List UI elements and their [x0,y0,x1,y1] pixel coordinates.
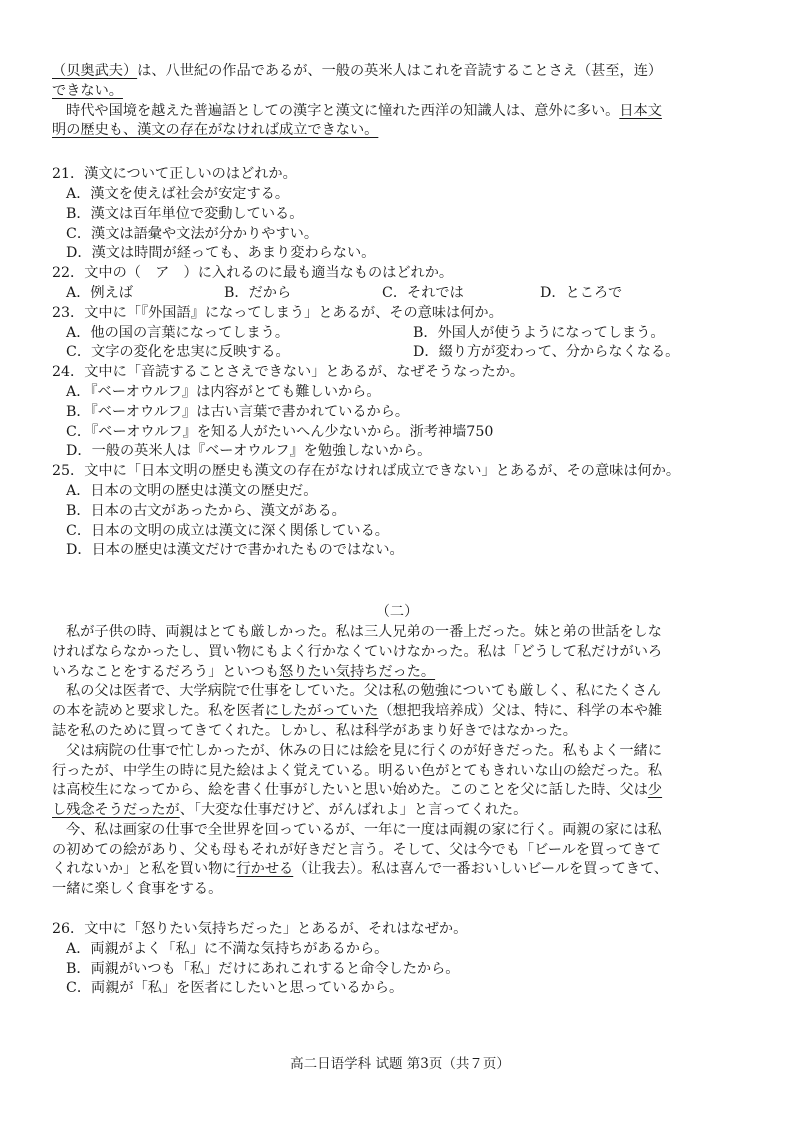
option-d[interactable]: D．綴り方が変わって、分からなくなる。 [413,344,680,361]
option-b[interactable]: B．両親がいつも「私」だけにあれこれすると命令したから。 [66,960,460,977]
passage-line: 誌を私のために買ってきてくれた。しかし、私は科学があまり好きではなかった。 [52,722,577,739]
option-b[interactable]: B．漢文は百年単位で変動している。 [66,205,304,222]
section-title: （二） [375,604,419,621]
question-24 [52,363,768,462]
options-row [52,343,768,363]
passage-text: くれないか」と私を買い物に [52,861,237,878]
option-a[interactable]: A．他の国の言葉になってしまう。 [66,324,290,341]
option-c[interactable]: C．日本の文明の成立は漢文に深く関係している。 [66,522,389,539]
option-b[interactable]: B．外国人が使うようになってしまう。 [413,324,665,341]
options-row [52,284,768,304]
passage-line: 私の父は医者で、大学病院で仕事をしていた。父は私の勉強についても厳しく、私にたくさん [66,683,662,700]
passage-text: いろなことをするだろう」といつも [52,663,280,680]
question-stem: 23．文中に「『外国語』になってしまう」とあるが、その意味は何か。 [52,304,503,321]
option-b[interactable]: B．日本の古文があったから、漢文がある。 [66,502,346,519]
question-group-1 [52,165,768,561]
passage-line: の初めての絵があり、父も母もそれが好きだと言う。そして、父は今でも「ビールを買ってきて [52,841,661,858]
passage-text: は高校生になってから、絵を書く仕事がしたいと思い始めた。このことを父に話した時、父は [52,782,648,799]
question-stem: 25．文中に「日本文明の歴史も漢文の存在がなければ成立できない」とあるが、その意味は何か。 [52,463,681,480]
passage-line: 行ったが、中学生の時に見た絵はよく覚えている。明るい色がとてもきれいな山の絵だった。私 [52,762,663,779]
option-b[interactable]: B．だから [224,284,292,301]
passage-line [52,663,768,683]
passage-line: 今、私は画家の仕事で全世界を回っているが、一年に一度は両親の家に行く。両親の家には私 [66,821,662,838]
question-22 [52,264,768,304]
passage-line [52,801,768,821]
option-d[interactable]: D．漢文は時間が経っても、あまり変わらない。 [66,245,376,262]
underlined-text: 行かせる [236,861,294,878]
passage-1 [52,62,768,141]
passage-line: 一緒に楽しく食事をする。 [52,881,223,898]
passage-line [52,860,768,880]
option-c[interactable]: C．両親が「私」を医者にしたいと思っているから。 [66,980,404,997]
exam-page [52,62,768,999]
passage-text: （让我去）。私は喜んで一番おいしいビールを買ってきて、 [293,861,669,878]
option-d[interactable]: D．ところで [540,284,623,301]
option-c[interactable]: C．それでは [382,284,464,301]
option-a[interactable]: A．漢文を使えば社会が安定する。 [66,185,290,202]
question-26 [52,920,768,999]
option-d[interactable]: D．一般の英米人は『ベーオウルフ』を勉強しないから。 [66,443,432,460]
option-c[interactable]: C．『ベーオウルフ』を知る人がたいへん少ないから。浙考神墙750 [66,423,494,440]
passage-line [52,62,768,82]
underlined-text: し残念そうだったが [52,802,180,819]
question-stem: 22．文中の（ ア ）に入れるのに最も適当なものはどれか。 [52,265,454,282]
passage-text: （想把我培养成）父は、特に、科学の本や雑 [378,703,663,720]
option-b[interactable]: B．『ベーオウルフ』は古い言葉で書かれているから。 [66,403,410,420]
underlined-text: にしたがっていた [264,703,379,720]
passage-text: の本を読めと要求した。私を医者 [52,703,265,720]
underlined-text: 少 [647,782,663,799]
options-row [52,324,768,344]
question-23 [52,304,768,363]
passage-text: 時代や国境を越えた普遍語としての漢字と漢文に憧れた西洋の知識人は、意外に多い。 [66,102,620,119]
question-stem: 26．文中に「怒りたい気持ちだった」とあるが、それはなぜか。 [52,921,468,938]
underlined-text: 明の歴史も、漢文の存在がなければ成立できない。 [52,122,379,139]
underlined-text: 怒りたい気持ちだった。 [279,663,436,680]
option-a[interactable]: A．『ベーオウルフ』は内容がとても難しいから。 [66,383,381,400]
option-c[interactable]: C．漢文は語彙や文法が分かりやすい。 [66,225,319,242]
question-stem: 24．文中に「音読することさえできない」とあるが、なぜそうなったか。 [52,364,525,381]
passage-line [52,82,768,102]
passage-line [52,781,768,801]
passage-line [52,102,768,122]
passage-line: ければならなかったし、買い物にもよく行かなくていけなかった。私は「どうして私だけがいろ [52,643,663,660]
passage-line: 父は病院の仕事で忙しかったが、休みの日には絵を見に行くのが好きだった。私もよく一緒に [66,742,662,759]
underlined-text: できない。 [52,82,123,99]
passage-line [52,121,768,141]
page-footer: 高二日语学科 试题 第3页（共７页） [290,1056,510,1072]
passage-text: は、八世紀の作品であるが、一般の英米人はこれを音読することさえ（甚至，连） [137,63,663,79]
option-a[interactable]: A．両親がよく「私」に不満な気持ちがあるから。 [66,940,389,957]
option-a[interactable]: A．例えば [66,284,133,301]
passage-line: 私が子供の時、両親はとても厳しかった。私は三人兄弟の一番上だった。妹と弟の世話をしな [66,623,662,640]
option-a[interactable]: A．日本の文明の歴史は漢文の歴史だ。 [66,482,318,499]
question-21 [52,165,768,264]
option-c[interactable]: C．文字の変化を忠実に反映する。 [66,344,290,361]
passage-2 [52,623,768,900]
passage-line [52,702,768,722]
question-25 [52,462,768,561]
underlined-text: 日本文 [619,102,662,119]
option-d[interactable]: D．日本の歴史は漢文だけで書かれたものではない。 [66,542,404,559]
question-stem: 21．漢文について正しいのはどれか。 [52,166,297,183]
underlined-text: （贝奥武夫） [52,63,138,79]
passage-text: 、「大変な仕事だけど、がんばれよ」と言ってくれた。 [179,802,528,819]
